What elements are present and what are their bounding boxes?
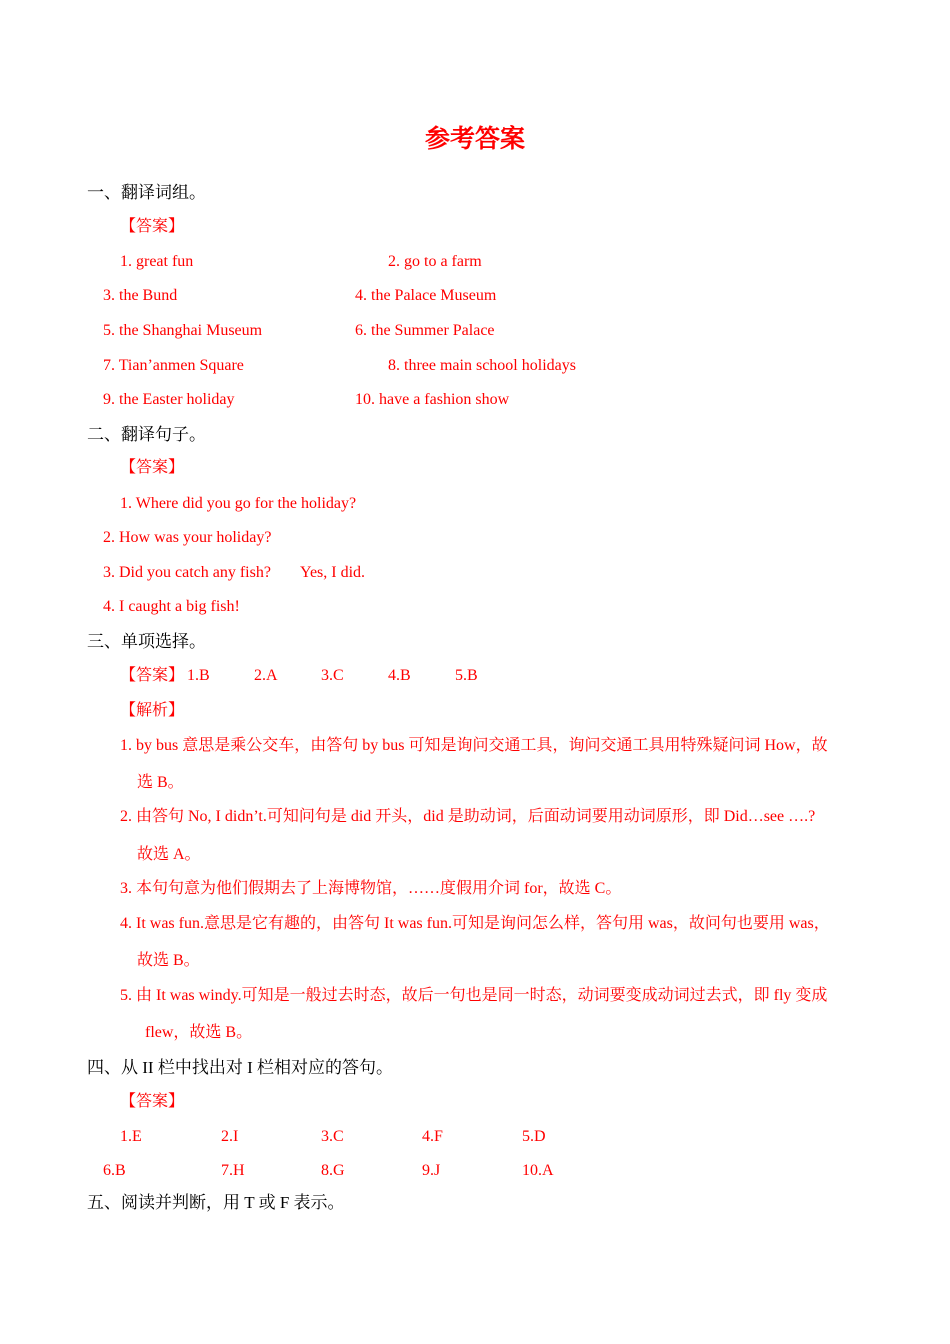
- list-item: 10. have a fashion show: [355, 391, 510, 408]
- answer-item: 3.C: [321, 667, 344, 684]
- answer-item: 1.E: [120, 1128, 142, 1145]
- section-1-heading: 一、翻译词组。: [87, 183, 206, 202]
- list-item: 3. Did you catch any fish?: [103, 564, 271, 581]
- list-item: 4. I caught a big fish!: [103, 598, 240, 615]
- list-item: 6. the Summer Palace: [355, 322, 495, 339]
- list-item: 1. great fun: [120, 253, 194, 270]
- answer-item: 5.B: [455, 667, 478, 684]
- list-item: 2. How was your holiday?: [103, 529, 272, 546]
- list-item: 7. Tian’anmen Square: [103, 357, 244, 374]
- list-item: 5. the Shanghai Museum: [103, 322, 263, 339]
- analysis-line: 故选 B。: [137, 952, 200, 969]
- analysis-line: 3. 本句句意为他们假期去了上海博物馆，……度假用介词 for，故选 C。: [120, 880, 622, 897]
- section-3-heading: 三、单项选择。: [87, 632, 206, 651]
- section-1-answer-label: 【答案】: [120, 218, 185, 235]
- answer-item: 2.I: [221, 1128, 239, 1145]
- section-4-heading: 四、从 II 栏中找出对 I 栏相对应的答句。: [87, 1058, 393, 1077]
- analysis-line: 4. It was fun.意思是它有趣的，由答句 It was fun.可知是询问怎么样，答句用 was，故问句也要用 was，: [120, 915, 830, 932]
- section-3-analysis-label: 【解析】: [120, 702, 185, 719]
- analysis-line: 5. 由 It was windy.可知是一般过去时态，故后一句也是同一时态，动词要变成动词过去式，即 fly 变成: [120, 987, 828, 1004]
- analysis-line: 故选 A。: [137, 846, 201, 863]
- answer-item: 4.F: [422, 1128, 443, 1145]
- analysis-line: 1. by bus 意思是乘公交车，由答句 by bus 可知是询问交通工具，询问交通工具用特殊疑问词 How，故: [120, 737, 828, 754]
- section-2-answer-label: 【答案】: [120, 459, 185, 476]
- section-3-answer-label: 【答案】: [120, 667, 185, 684]
- answer-item: 8.G: [321, 1162, 345, 1179]
- answer-item: 7.H: [221, 1162, 245, 1179]
- answer-item: 4.B: [388, 667, 411, 684]
- answer-item: 1.B: [187, 667, 210, 684]
- list-item: 8. three main school holidays: [388, 357, 576, 374]
- answer-item: 6.B: [103, 1162, 126, 1179]
- section-2-heading: 二、翻译句子。: [87, 425, 206, 444]
- list-item: 3. the Bund: [103, 287, 178, 304]
- answer-item: 9.J: [422, 1162, 441, 1179]
- analysis-line: flew，故选 B。: [145, 1024, 253, 1041]
- list-item: 2. go to a farm: [388, 253, 482, 270]
- analysis-line: 2. 由答句 No, I didn’t.可知问句是 did 开头，did 是助动词，后面动词要用动词原形，即 Did…see ….?: [120, 808, 816, 825]
- section-4-answer-label: 【答案】: [120, 1093, 185, 1110]
- list-item: 9. the Easter holiday: [103, 391, 235, 408]
- analysis-line: 选 B。: [137, 774, 184, 791]
- answer-item: 10.A: [522, 1162, 554, 1179]
- list-item: 4. the Palace Museum: [355, 287, 497, 304]
- answer-item: 2.A: [254, 667, 278, 684]
- answer-item: 3.C: [321, 1128, 344, 1145]
- answer-item: 5.D: [522, 1128, 546, 1145]
- page-title: 参考答案: [424, 126, 525, 153]
- list-item: Yes, I did.: [300, 564, 366, 581]
- section-5-heading: 五、阅读并判断，用 T 或 F 表示。: [87, 1193, 345, 1212]
- list-item: 1. Where did you go for the holiday?: [120, 495, 357, 512]
